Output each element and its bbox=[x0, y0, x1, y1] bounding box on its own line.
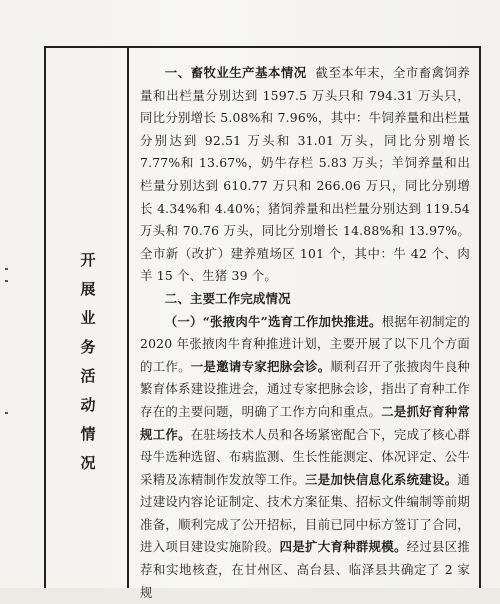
row-label-char: 开 bbox=[80, 251, 96, 269]
content-cell bbox=[140, 62, 470, 604]
row-label-char: 务 bbox=[80, 338, 96, 356]
row-label-char: 动 bbox=[80, 396, 96, 414]
section-1-heading: 一、畜牧业生产基本情况 bbox=[164, 65, 307, 80]
row-label-char: 展 bbox=[80, 280, 96, 298]
section-2-paragraph bbox=[140, 311, 470, 604]
scan-mark bbox=[5, 412, 8, 414]
point-1-text: 顺利召开了张掖肉牛良种繁育体系建设推进会，通过专家把脉会诊，指出了育种工作存在的主要问题，明确了工作方向和重点。 bbox=[140, 358, 470, 419]
paragraph-text: 根据年初制定的 2020 年张掖肉牛育种推进计划，主要开展了以下几个方面的工作。 bbox=[140, 313, 470, 374]
row-label bbox=[76, 246, 100, 478]
section-2-heading: 二、主要工作完成情况 bbox=[164, 290, 291, 306]
row-label-char: 活 bbox=[80, 367, 96, 385]
point-3-text: 通过建设内容论证制定、技术方案征集、招标文件编制等前期准备，顺利完成了公开招标，目前已同中标方签订了合同，进入项目建设实施阶段。 bbox=[140, 471, 470, 555]
scan-mark bbox=[5, 268, 8, 270]
row-label-char: 况 bbox=[80, 454, 96, 472]
point-1-heading: 一是邀请专家把脉会诊。 bbox=[190, 358, 331, 374]
row-label-char: 业 bbox=[80, 309, 96, 327]
scan-mark bbox=[5, 280, 8, 282]
section-1-text: 截至本年末，全市畜禽饲养量和出栏量分别达到 1597.5 万头只和 794.31 万头只，同比分别增长 5.08%和 7.96%，其中：牛饲养量和出栏量分别达到 92.51 万头和 31.01 万头，同比分别增长 7.77%和 13.67%，奶牛存栏 5.83 万头；羊饲养量和出栏量分别达到 610.77 万只和 266.06 万只，同比分别增长 4.34%和 4.40%；猪饲养量和出栏量分别达到 119.54 万头和 70.76 万头，同比分别增长 14.88%和 13.97%。全市新（改扩）建养殖场区 101 个，其中：牛 42 个、肉羊 15 个、生猪 39 个。 bbox=[140, 65, 470, 284]
subsection-1-heading: （一）“张掖肉牛”选育工作加快推进。 bbox=[164, 313, 382, 329]
point-2-heading: 二是抓好育种常规工作。 bbox=[140, 403, 470, 442]
row-label-char: 情 bbox=[80, 425, 96, 443]
table-border-top bbox=[44, 46, 481, 48]
table-border-divider bbox=[127, 46, 129, 588]
point-2-text: 在驻场技术人员和各场紧密配合下，完成了核心群母牛选种选留、布病监测、生长性能测定、体况评定、公牛采精及冻精制作发放等工作。 bbox=[140, 426, 470, 487]
table-border-right bbox=[479, 46, 481, 588]
point-4-text: 经过县区推荐和实地核查，在甘州区、高台县、临泽县共确定了 2 家规 bbox=[140, 539, 471, 600]
table-border-left bbox=[44, 46, 46, 588]
point-4-heading: 四是扩大育种群规模。 bbox=[279, 539, 407, 555]
section-1-paragraph bbox=[140, 62, 470, 288]
point-3-heading: 三是加快信息化系统建设。 bbox=[305, 471, 458, 487]
